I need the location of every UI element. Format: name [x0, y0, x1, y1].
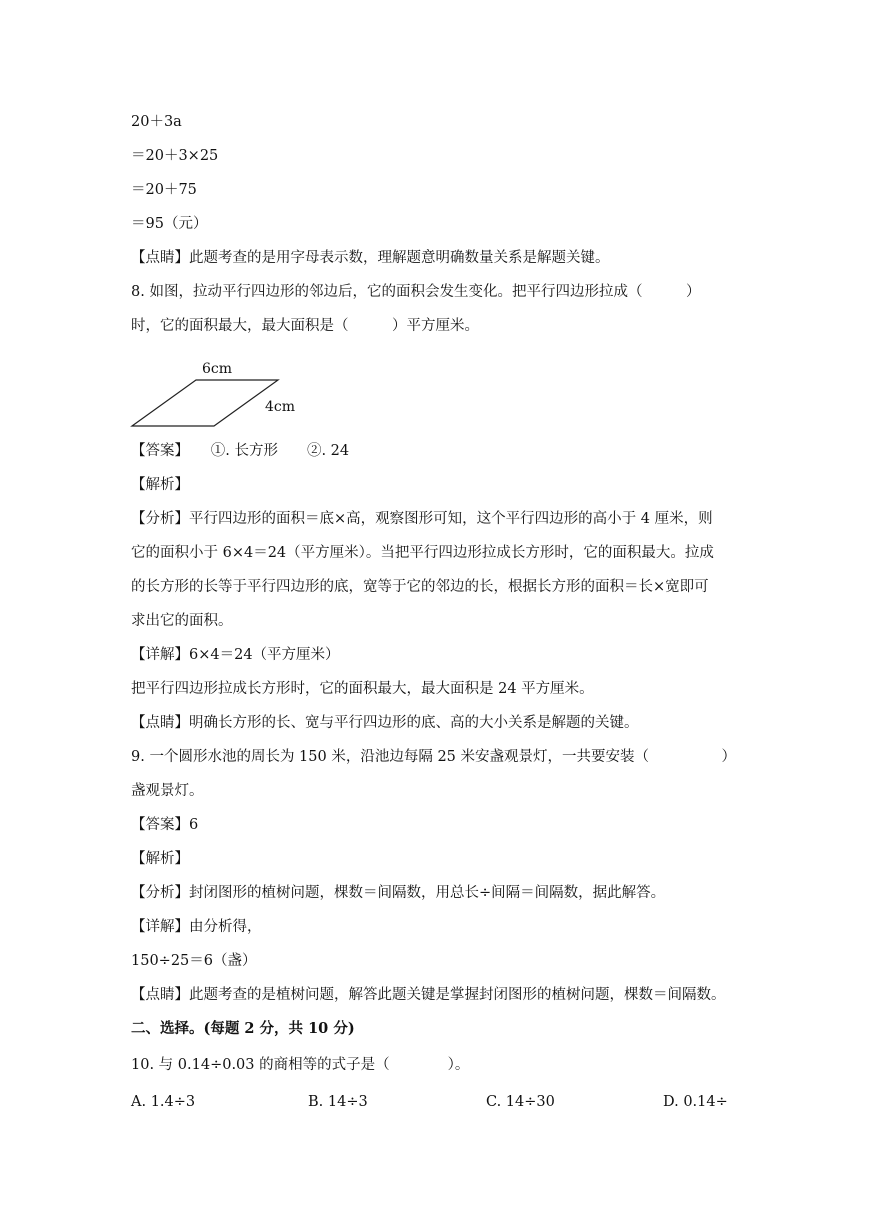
q8-analysis-line-2: 它的面积小于 6×4＝24（平方厘米）。当把平行四边形拉成长方形时，它的面积最大。拉成	[131, 545, 714, 561]
q8-jiexi: 【解析】	[131, 477, 189, 493]
q9-point: 【点睛】此题考查的是植树问题，解答此题关键是掌握封闭图形的植树问题，棵数＝间隔数。	[131, 987, 726, 1003]
figure-label-top: 6cm	[202, 361, 233, 377]
q7-point: 【点睛】此题考查的是用字母表示数，理解题意明确数量关系是解题关键。	[131, 250, 610, 266]
q9-question-line-1: 9. 一个圆形水池的周长为 150 米，沿池边每隔 25 米安盏观景灯，一共要安装（ ）	[131, 749, 737, 765]
q8-point: 【点睛】明确长方形的长、宽与平行四边形的底、高的大小关系是解题的关键。	[131, 715, 639, 731]
q8-answer: 【答案】 ①. 长方形 ②. 24	[131, 443, 350, 459]
q10-option-a: A. 1.4÷3	[131, 1094, 196, 1110]
q9-detail: 【详解】由分析得，	[131, 919, 262, 935]
q9-jiexi: 【解析】	[131, 851, 189, 867]
q9-calc: 150÷25＝6（盏）	[131, 953, 257, 969]
q8-detail-2: 把平行四边形拉成长方形时，它的面积最大，最大面积是 24 平方厘米。	[131, 681, 594, 697]
calc-line-3: ＝20＋75	[131, 182, 197, 198]
calc-line-1: 20＋3a	[131, 114, 182, 130]
q8-analysis-line-3: 的长方形的长等于平行四边形的底，宽等于它的邻边的长，根据长方形的面积＝长×宽即可	[131, 579, 709, 595]
parallelogram-figure	[126, 356, 306, 430]
q10-option-c: C. 14÷30	[486, 1094, 555, 1110]
q8-analysis-line-1: 【分析】平行四边形的面积＝底×高，观察图形可知，这个平行四边形的高小于 4 厘米，则	[131, 511, 713, 527]
q8-question-line-2: 时，它的面积最大，最大面积是（ ）平方厘米。	[131, 318, 479, 334]
q10-option-d: D. 0.14÷	[663, 1094, 728, 1110]
q8-question-line-1: 8. 如图，拉动平行四边形的邻边后，它的面积会发生变化。把平行四边形拉成（ ）	[131, 284, 701, 300]
q9-analysis: 【分析】封闭图形的植树问题，棵数＝间隔数，用总长÷间隔＝间隔数，据此解答。	[131, 885, 666, 901]
q10-question: 10. 与 0.14÷0.03 的商相等的式子是（ ）。	[131, 1057, 470, 1073]
calc-line-2: ＝20＋3×25	[131, 148, 219, 164]
figure-label-side: 4cm	[265, 399, 296, 415]
calc-line-4: ＝95（元）	[131, 216, 208, 232]
q10-option-b: B. 14÷3	[308, 1094, 368, 1110]
q8-analysis-line-4: 求出它的面积。	[131, 613, 233, 629]
q9-question-line-2: 盏观景灯。	[131, 783, 204, 799]
q8-detail: 【详解】6×4＝24（平方厘米）	[131, 647, 340, 663]
section-2-title: 二、选择。(每题 2 分，共 10 分)	[131, 1020, 355, 1037]
q9-answer: 【答案】6	[131, 817, 199, 833]
